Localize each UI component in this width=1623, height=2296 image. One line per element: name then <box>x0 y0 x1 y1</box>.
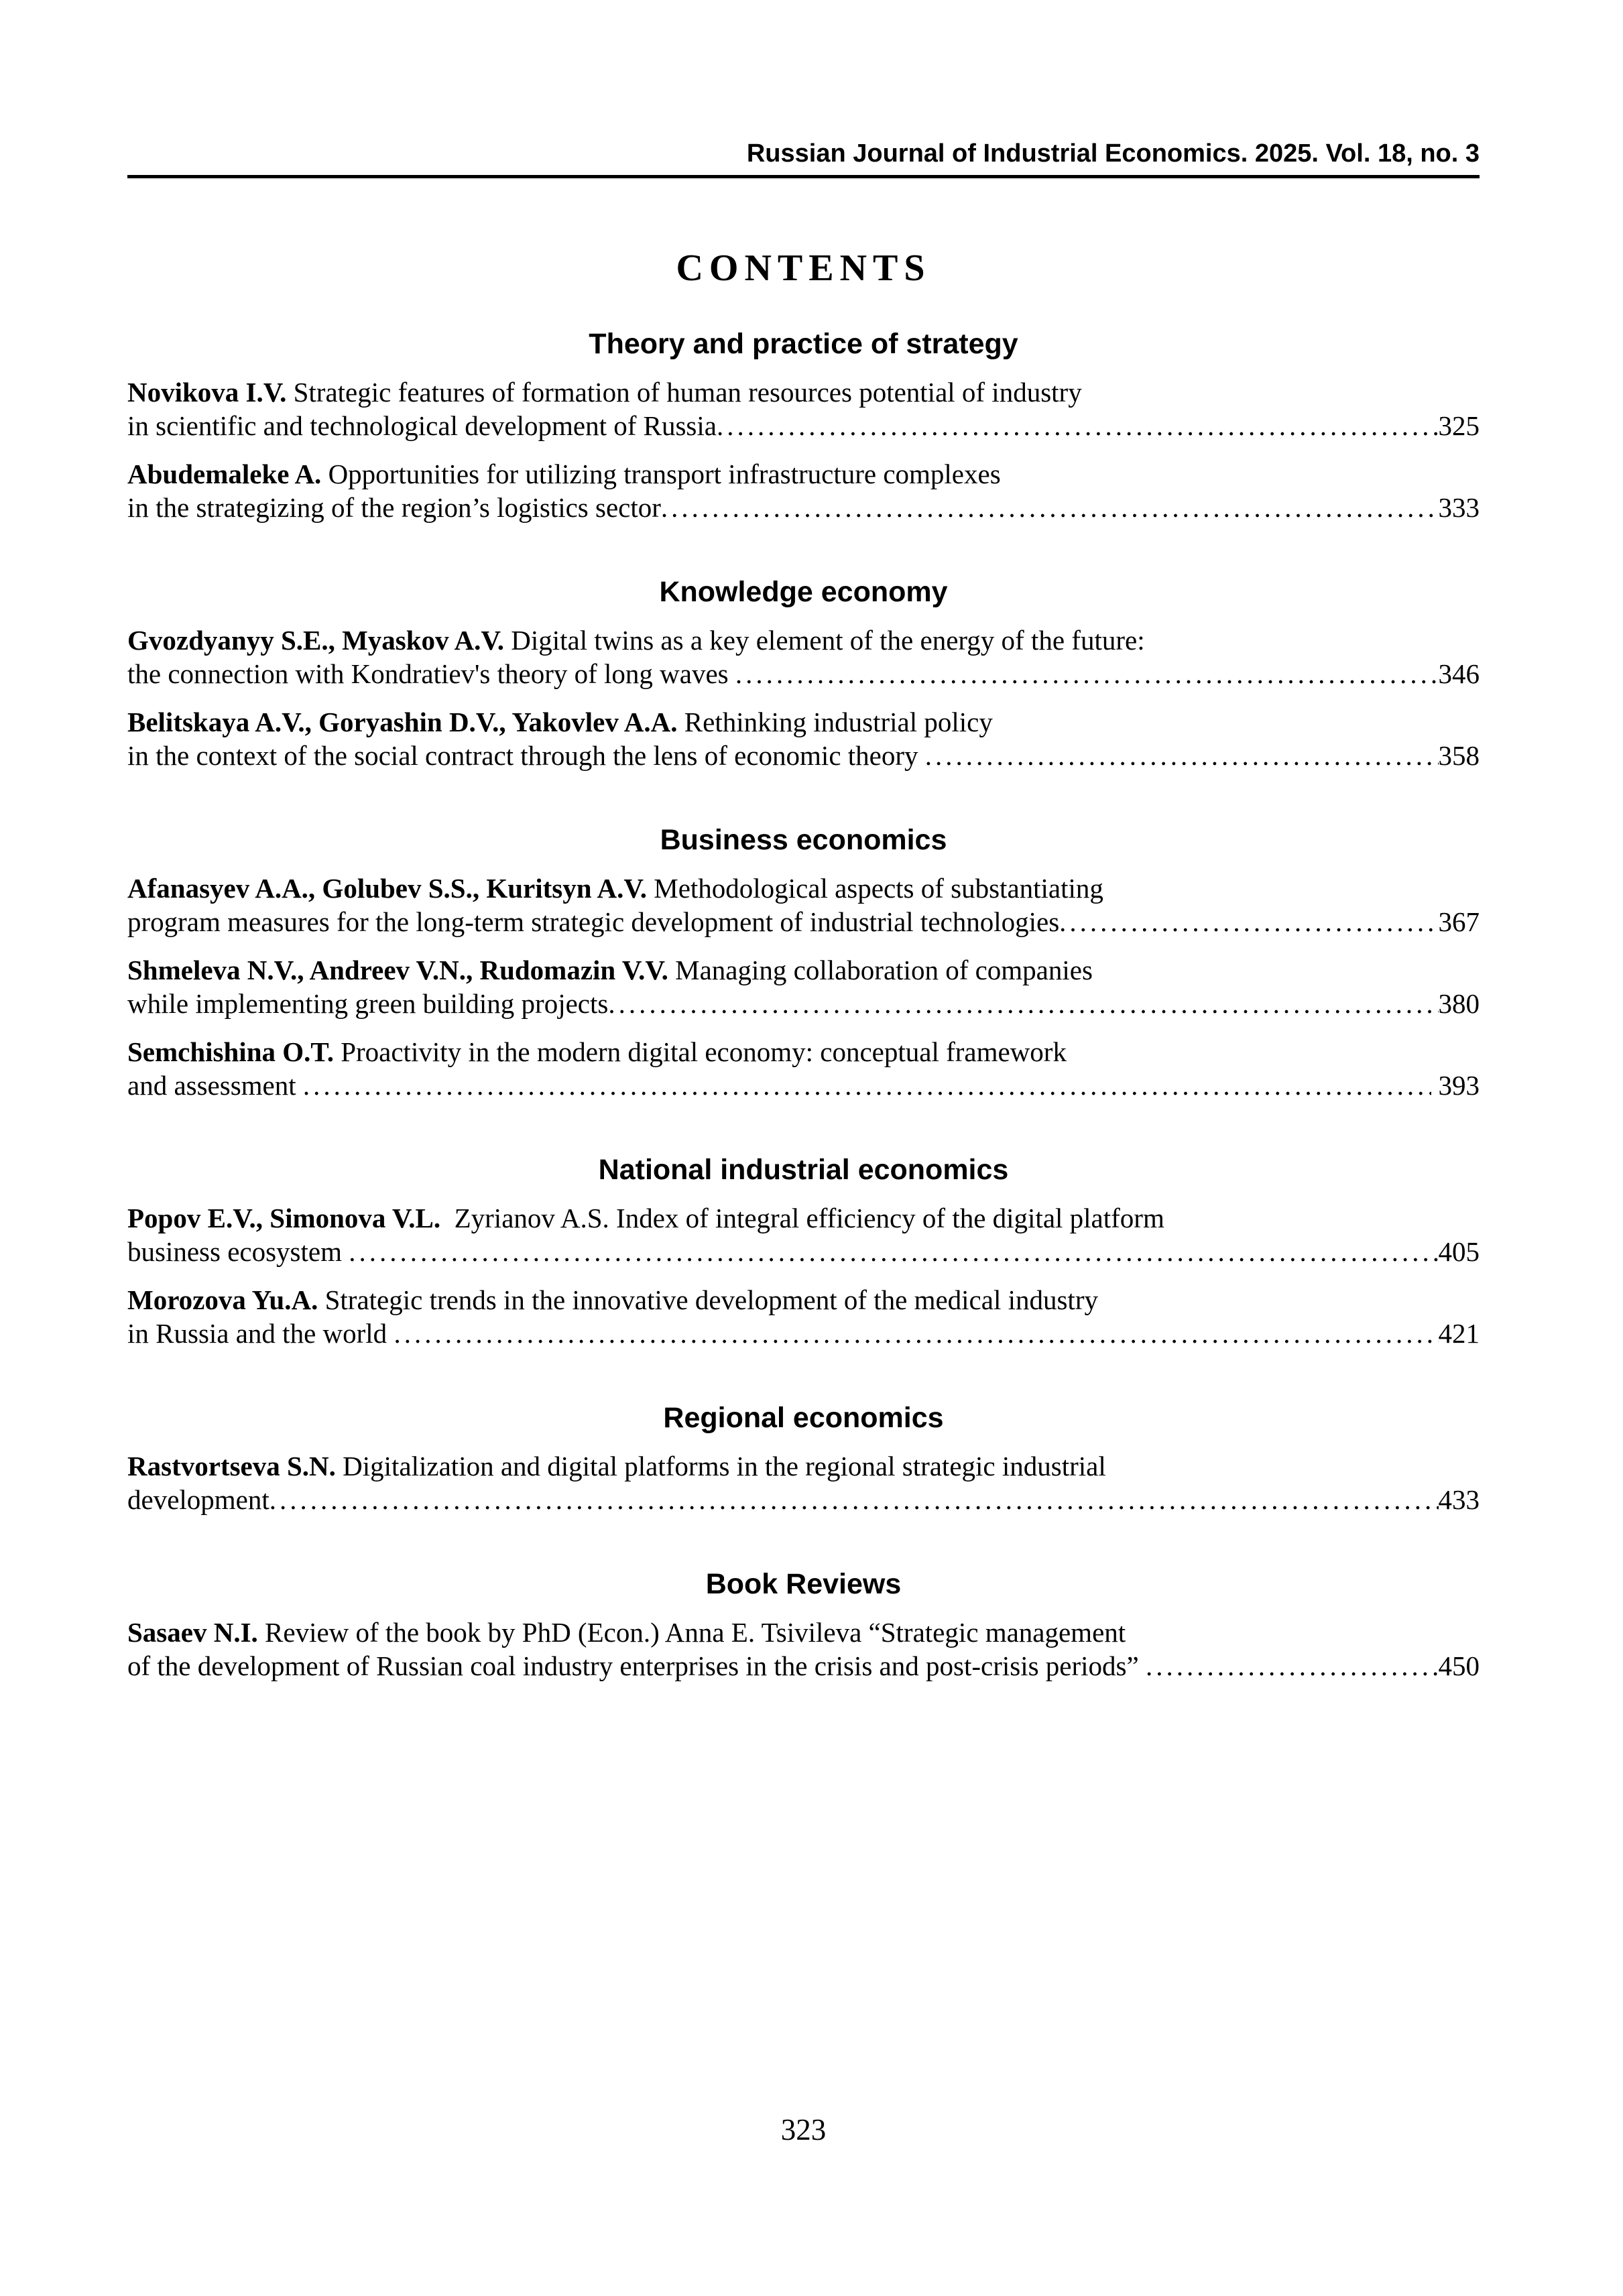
entry-line1 <box>127 871 1480 905</box>
toc-section <box>127 328 1480 524</box>
dot-leader <box>735 657 1439 690</box>
entry-title-line1: Strategic features of formation of human resources potential of industry <box>286 377 1082 408</box>
entry-line1 <box>127 1283 1480 1317</box>
toc <box>127 328 1480 1683</box>
toc-entry <box>127 705 1480 772</box>
entry-page-number: 346 <box>1438 658 1480 689</box>
entry-title-line2: in the context of the social contract through the lens of economic theory <box>127 740 925 771</box>
entry-title-line1: Digitalization and digital platforms in the regional strategic industrial <box>335 1451 1106 1482</box>
entry-line2 <box>127 905 1480 939</box>
entry-authors: Rastvortseva S.N. <box>127 1451 336 1482</box>
dot-leader <box>349 1235 1438 1268</box>
dot-leader <box>661 491 1439 524</box>
dot-leader <box>608 987 1438 1020</box>
toc-entry <box>127 1035 1480 1102</box>
entry-authors: Afanasyev A.A., Golubev S.S., Kuritsyn A.V. <box>127 873 647 904</box>
entry-line2 <box>127 1069 1480 1102</box>
entry-title-line2: business ecosystem <box>127 1236 349 1267</box>
dot-leader <box>717 409 1439 442</box>
entry-title-line1: Digital twins as a key element of the energy of the future: <box>503 625 1145 656</box>
entry-page-number: 450 <box>1438 1650 1480 1681</box>
entry-line1 <box>127 1616 1480 1649</box>
toc-section <box>127 1402 1480 1516</box>
toc-section <box>127 1569 1480 1683</box>
toc-entry <box>127 1283 1480 1350</box>
entry-line2 <box>127 657 1480 690</box>
entry-line1 <box>127 457 1480 491</box>
toc-entry <box>127 457 1480 524</box>
entry-title-line2: in scientific and technological development of Russia <box>127 410 717 441</box>
entry-title-line1: Proactivity in the modern digital economy: conceptual framework <box>333 1036 1067 1067</box>
entry-authors: Popov E.V., Simonova V.L. <box>127 1203 441 1233</box>
header-rule <box>127 175 1480 178</box>
entry-title-line2: the connection with Kondratiev's theory of long waves <box>127 658 735 689</box>
toc-entry <box>127 1449 1480 1516</box>
toc-entry <box>127 623 1480 690</box>
dot-leader <box>925 739 1439 772</box>
entry-line1 <box>127 953 1480 987</box>
entry-title-line2: program measures for the long-term strategic development of industrial technologies <box>127 906 1060 937</box>
entry-line2 <box>127 1483 1480 1516</box>
dot-leader <box>269 1483 1439 1516</box>
page-number: 323 <box>780 2113 827 2147</box>
entry-title-line1: Opportunities for utilizing transport infrastructure complexes <box>321 459 1001 489</box>
section-heading: National industrial economics <box>598 1154 1009 1186</box>
entry-title-line1: Managing collaboration of companies <box>668 955 1093 985</box>
entry-title-line2: and assessment <box>127 1070 303 1101</box>
entry-title-line1: Strategic trends in the innovative development of the medical industry <box>318 1284 1098 1315</box>
entry-page-number: 433 <box>1438 1484 1480 1515</box>
entry-page-number: 333 <box>1438 492 1480 523</box>
toc-entry <box>127 375 1480 442</box>
entry-line2 <box>127 739 1480 772</box>
entry-line1 <box>127 375 1480 409</box>
toc-entry <box>127 871 1480 939</box>
entry-title-line1: Rethinking industrial policy <box>677 707 993 737</box>
dot-leader <box>1059 905 1438 939</box>
entry-title-line2: of the development of Russian coal industry enterprises in the crisis and post-crisis periods” <box>127 1650 1146 1681</box>
toc-section <box>127 825 1480 1102</box>
journal-header-text: Russian Journal of Industrial Economics. 2025. Vol. 18, no. 3 <box>746 139 1480 168</box>
toc-entry <box>127 1201 1480 1268</box>
entry-line1 <box>127 1449 1480 1483</box>
entry-title-line2: in the strategizing of the region’s logistics sector <box>127 492 661 523</box>
entry-title-line1: Review of the book by PhD (Econ.) Anna E. Tsivileva “Strategic management <box>257 1617 1126 1648</box>
entry-authors: Novikova I.V. <box>127 377 287 408</box>
entry-line1 <box>127 1035 1480 1069</box>
entry-authors: Belitskaya A.V., Goryashin D.V., Yakovlev A.A. <box>127 707 678 737</box>
entry-authors: Gvozdyanyy S.E., Myaskov A.V. <box>127 625 504 656</box>
entry-page-number: 358 <box>1438 740 1480 771</box>
entry-authors: Semchishina O.T. <box>127 1036 334 1067</box>
entry-authors: Abudemaleke A. <box>127 459 322 489</box>
entry-authors: Morozova Yu.A. <box>127 1284 318 1315</box>
section-heading: Theory and practice of strategy <box>589 328 1018 360</box>
entry-line1 <box>127 1201 1480 1235</box>
entry-line2 <box>127 491 1480 524</box>
entry-line1 <box>127 705 1480 739</box>
entry-title-line2: while implementing green building projects <box>127 988 609 1019</box>
entry-line2 <box>127 1317 1480 1350</box>
dot-leader <box>303 1069 1431 1102</box>
toc-section <box>127 1154 1480 1350</box>
section-heading: Business economics <box>660 824 947 856</box>
section-heading: Knowledge economy <box>659 576 948 608</box>
dot-leader <box>1146 1649 1439 1683</box>
entry-authors: Shmeleva N.V., Andreev V.N., Rudomazin V.V. <box>127 955 668 985</box>
entry-line2 <box>127 1649 1480 1683</box>
section-heading: Regional economics <box>663 1402 944 1434</box>
section-heading: Book Reviews <box>705 1568 902 1600</box>
page-header <box>127 0 1480 178</box>
toc-entry <box>127 953 1480 1020</box>
entry-page-number: 393 <box>1431 1070 1480 1101</box>
entry-title-line1: Zyrianov A.S. Index of integral efficiency of the digital platform <box>440 1203 1164 1233</box>
entry-page-number: 380 <box>1438 988 1480 1019</box>
entry-title-line1: Methodological aspects of substantiating <box>646 873 1103 904</box>
entry-title-line2: in Russia and the world <box>127 1318 394 1349</box>
toc-entry <box>127 1616 1480 1683</box>
entry-line2 <box>127 1235 1480 1268</box>
entry-authors: Sasaev N.I. <box>127 1617 258 1648</box>
toc-section <box>127 577 1480 772</box>
dot-leader <box>394 1317 1438 1350</box>
entry-title-line2: development <box>127 1484 269 1515</box>
entry-page-number: 405 <box>1438 1236 1480 1267</box>
contents-title: CONTENTS <box>676 247 931 289</box>
entry-page-number: 367 <box>1438 906 1480 937</box>
entry-page-number: 325 <box>1438 410 1480 441</box>
entry-page-number: 421 <box>1438 1318 1480 1349</box>
entry-line1 <box>127 623 1480 657</box>
entry-line2 <box>127 987 1480 1020</box>
entry-line2 <box>127 409 1480 442</box>
